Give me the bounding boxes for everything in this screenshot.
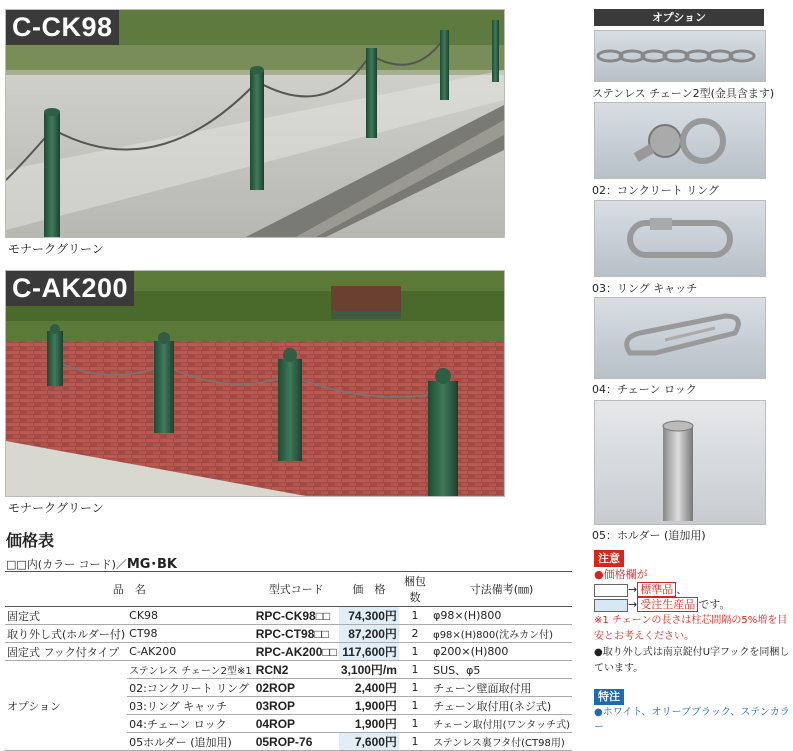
row-model: CK98	[127, 607, 254, 625]
option-note: チェーン取付用(ネジ式)	[431, 697, 572, 715]
color-note	[6, 553, 177, 572]
special-badge: 特注	[594, 689, 624, 705]
option-price: 3,100円/m	[339, 661, 399, 679]
option-code: 05ROP-76	[254, 733, 339, 751]
option-note: SUS、φ5	[431, 661, 572, 679]
concrete-ring-icon	[595, 103, 765, 178]
option-qty: 1	[399, 733, 431, 751]
option-ring-image	[594, 102, 766, 179]
option-chain-caption: ステンレス チェーン2型(金具含ます)	[592, 87, 775, 100]
option-name: 02:コンクリート リング	[127, 679, 254, 697]
option-catch-caption: 03：リング キャッチ	[592, 282, 698, 295]
note2: ●取り外し式は南京錠付U字フックを同梱しています。	[594, 647, 790, 674]
price-table	[5, 571, 572, 751]
option-holder-image	[594, 400, 766, 525]
option-holder-caption: 05：ホルダー (追加用)	[592, 529, 706, 542]
option-note: ステンレス裏フタ付(CT98用)	[431, 733, 572, 751]
option-code: RCN2	[254, 661, 339, 679]
ak200-label: C-AK200	[6, 271, 134, 306]
row-code: RPC-AK200□□	[255, 644, 337, 659]
option-chain-image	[594, 30, 766, 82]
price-col-label: ●価格欄が	[594, 568, 648, 581]
standard-box	[594, 584, 628, 597]
order-label: 受注生産品	[637, 597, 698, 612]
row-qty: 2	[399, 625, 431, 643]
option-qty: 1	[399, 679, 431, 697]
table-row	[5, 625, 572, 643]
special-text: ●ホワイト、オリーブブラック、ステンカラー	[594, 707, 790, 733]
ring-catch-icon	[595, 201, 765, 276]
option-code: 02ROP	[254, 679, 339, 697]
special-section	[594, 689, 790, 735]
header-qty: 梱包数	[399, 572, 431, 607]
header-code: 型式コード	[254, 572, 339, 607]
row-qty: 1	[399, 643, 431, 661]
option-name: 04:チェーン ロック	[127, 715, 254, 733]
color-note-text: □□内(カラー コード)／	[6, 558, 127, 571]
chain-icon	[595, 31, 765, 81]
price-table-header	[5, 572, 572, 607]
arrow-icon: →	[628, 583, 638, 596]
row-price: 74,300円	[339, 607, 399, 625]
row-note: φ200×(H)800	[431, 643, 572, 661]
option-qty: 1	[399, 661, 431, 679]
row-note: φ98×(H)800(沈みカン付)	[431, 625, 572, 643]
option-price: 1,900円	[339, 697, 399, 715]
row-name: 固定式	[5, 607, 127, 625]
standard-suffix: 、	[676, 583, 688, 596]
ck98-label: C-CK98	[6, 10, 119, 45]
table-row	[5, 661, 572, 679]
option-catch-image	[594, 200, 766, 277]
option-price: 2,400円	[339, 679, 399, 697]
option-qty: 1	[399, 697, 431, 715]
row-code: RPC-CT98□□	[254, 625, 339, 643]
option-qty: 1	[399, 715, 431, 733]
header-price: 価 格	[339, 572, 399, 607]
color-codes: MG･BK	[126, 557, 177, 572]
option-price: 1,900円	[339, 715, 399, 733]
row-price: 87,200円	[339, 625, 399, 643]
option-lock-caption: 04：チェーン ロック	[592, 383, 697, 396]
caution-badge: 注意	[594, 550, 624, 567]
standard-label: 標準品	[637, 582, 676, 597]
holder-icon	[595, 401, 765, 524]
row-name: 取り外し式(ホルダー付)	[5, 625, 127, 643]
option-price: 7,600円	[339, 733, 399, 751]
option-lock-image	[594, 297, 766, 379]
row-model: C-AK200	[127, 643, 254, 661]
option-ring-caption: 02：コンクリート リング	[592, 184, 720, 197]
option-name: ステンレス チェーン2型※1	[127, 661, 254, 679]
chain-lock-icon	[595, 298, 765, 378]
caution-section	[594, 550, 790, 676]
ak200-caption: モナークグリーン	[8, 501, 104, 515]
table-row	[5, 607, 572, 625]
option-label: オプション	[5, 661, 127, 751]
header-name: 品 名	[5, 572, 254, 607]
option-code: 04ROP	[254, 715, 339, 733]
arrow-icon: →	[628, 598, 638, 611]
row-name: 固定式 フック付タイプ	[5, 643, 127, 661]
order-suffix: です。	[698, 598, 731, 611]
photo-ck98	[5, 9, 505, 238]
row-price: 117,600円	[339, 643, 399, 661]
option-name: 03:リング キャッチ	[127, 697, 254, 715]
note1: ※1 チェーンの長さは柱芯間隔の5%増を目安とお考えください。	[594, 615, 788, 642]
option-note: チェーン壁面取付用	[431, 679, 572, 697]
photo-ak200	[5, 270, 505, 497]
options-header: オプション	[594, 9, 764, 26]
row-code: RPC-CK98□□	[254, 607, 339, 625]
option-code: 03ROP	[254, 697, 339, 715]
row-model: CT98	[127, 625, 254, 643]
ck98-caption: モナークグリーン	[8, 242, 104, 256]
option-name: 05ホルダー (追加用)	[127, 733, 254, 751]
row-note: φ98×(H)800	[431, 607, 572, 625]
order-box	[594, 599, 628, 612]
table-row	[5, 643, 572, 661]
header-note: 寸法備考(㎜)	[431, 572, 572, 607]
price-table-title: 価格表	[6, 531, 55, 550]
option-note: チェーン取付用(ワンタッチ式)	[431, 715, 572, 733]
row-qty: 1	[399, 607, 431, 625]
